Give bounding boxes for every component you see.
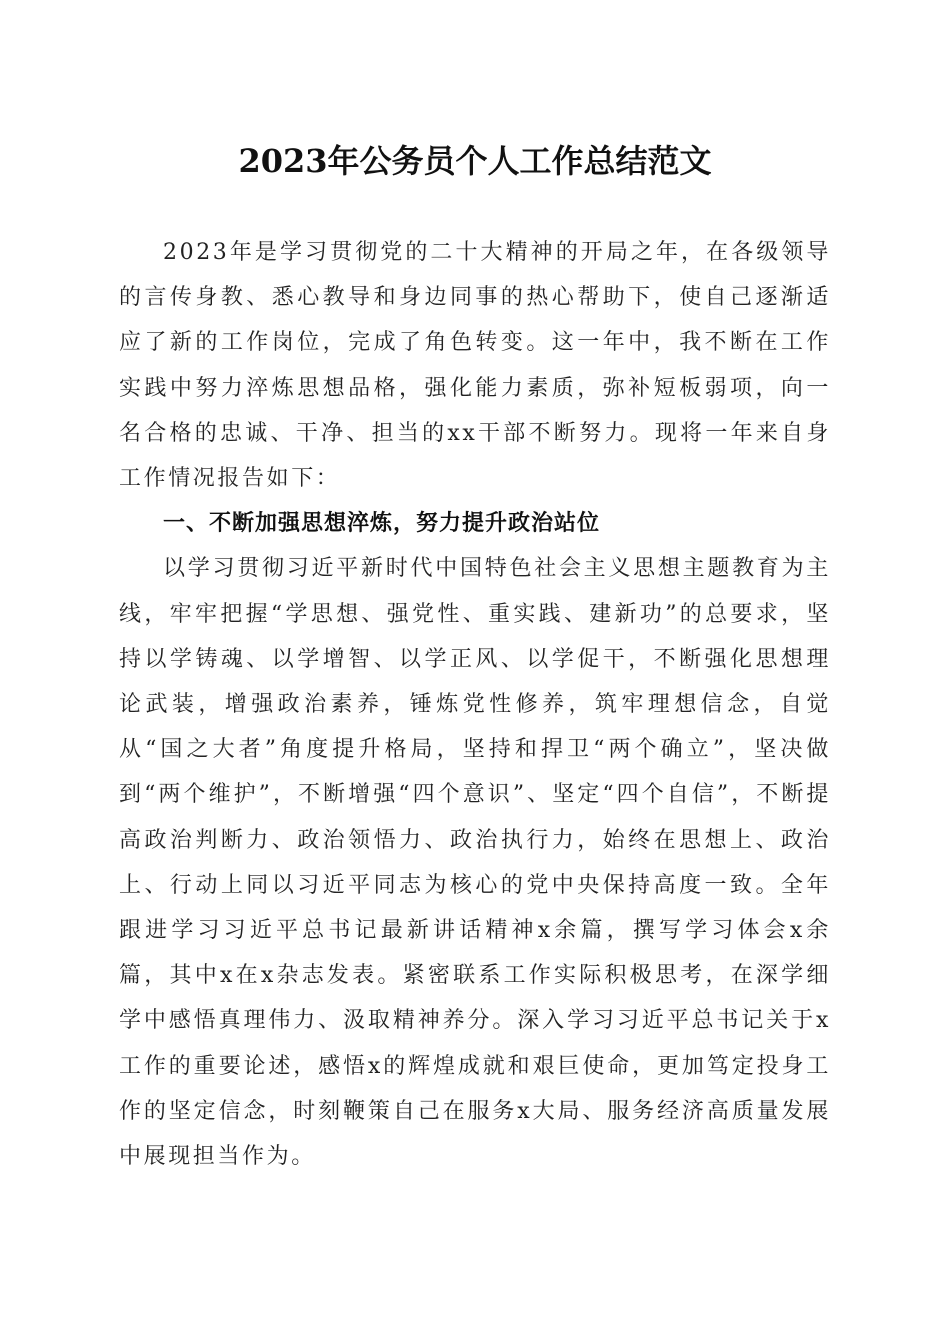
document-title: 2023年公务员个人工作总结范文 — [238, 142, 712, 180]
section-heading: 一、不断加强思想淬炼，努力提升政治站位 — [163, 511, 601, 537]
section-paragraph: 以学习贯彻习近平新时代中国特色社会主义思想主题教育为主线，牢牢把握“学思想、强党性、重实践、建新功”的总要求，坚持以学铸魂、以学增智、以学正风、以学促干，不断强化思想理论武装，增强政治素养，锤炼党性修养，筑牢理想信念，自觉从“国之大者”角度提升格局，坚持和捍卫“两个确立”，坚决做到“两个维护”，不断增强“四个意识”、坚定“四个自信”，不断提高政治判断力、政治领悟力、政治执行力，始终在思想上、政治上、行动上同以习近平同志为核心的党中央保持高度一致。全年跟进学习习近平总书记最新讲话精神x余篇，撰写学习体会x余篇，其中x在x杂志发表。紧密联系工作实际积极思考，在深学细学中感悟真理伟力、汲取精神养分。深入学习习近平总书记关于x工作的重要论述，感悟x的辉煌成就和艰巨使命，更加笃定投身工作的坚定信念，时刻鞭策自己在服务x大局、服务经济高质量发展中展现担当作为。 — [119, 556, 831, 1170]
document-body — [119, 230, 831, 1179]
intro-paragraph: 2023年是学习贯彻党的二十大精神的开局之年，在各级领导的言传身教、悉心教导和身边同事的热心帮助下，使自己逐渐适应了新的工作岗位，完成了角色转变。这一年中，我不断在工作实践中努力淬炼思想品格，强化能力素质，弥补短板弱项，向一名合格的忠诚、干净、担当的xx干部不断努力。现将一年来自身工作情况报告如下： — [119, 240, 831, 492]
